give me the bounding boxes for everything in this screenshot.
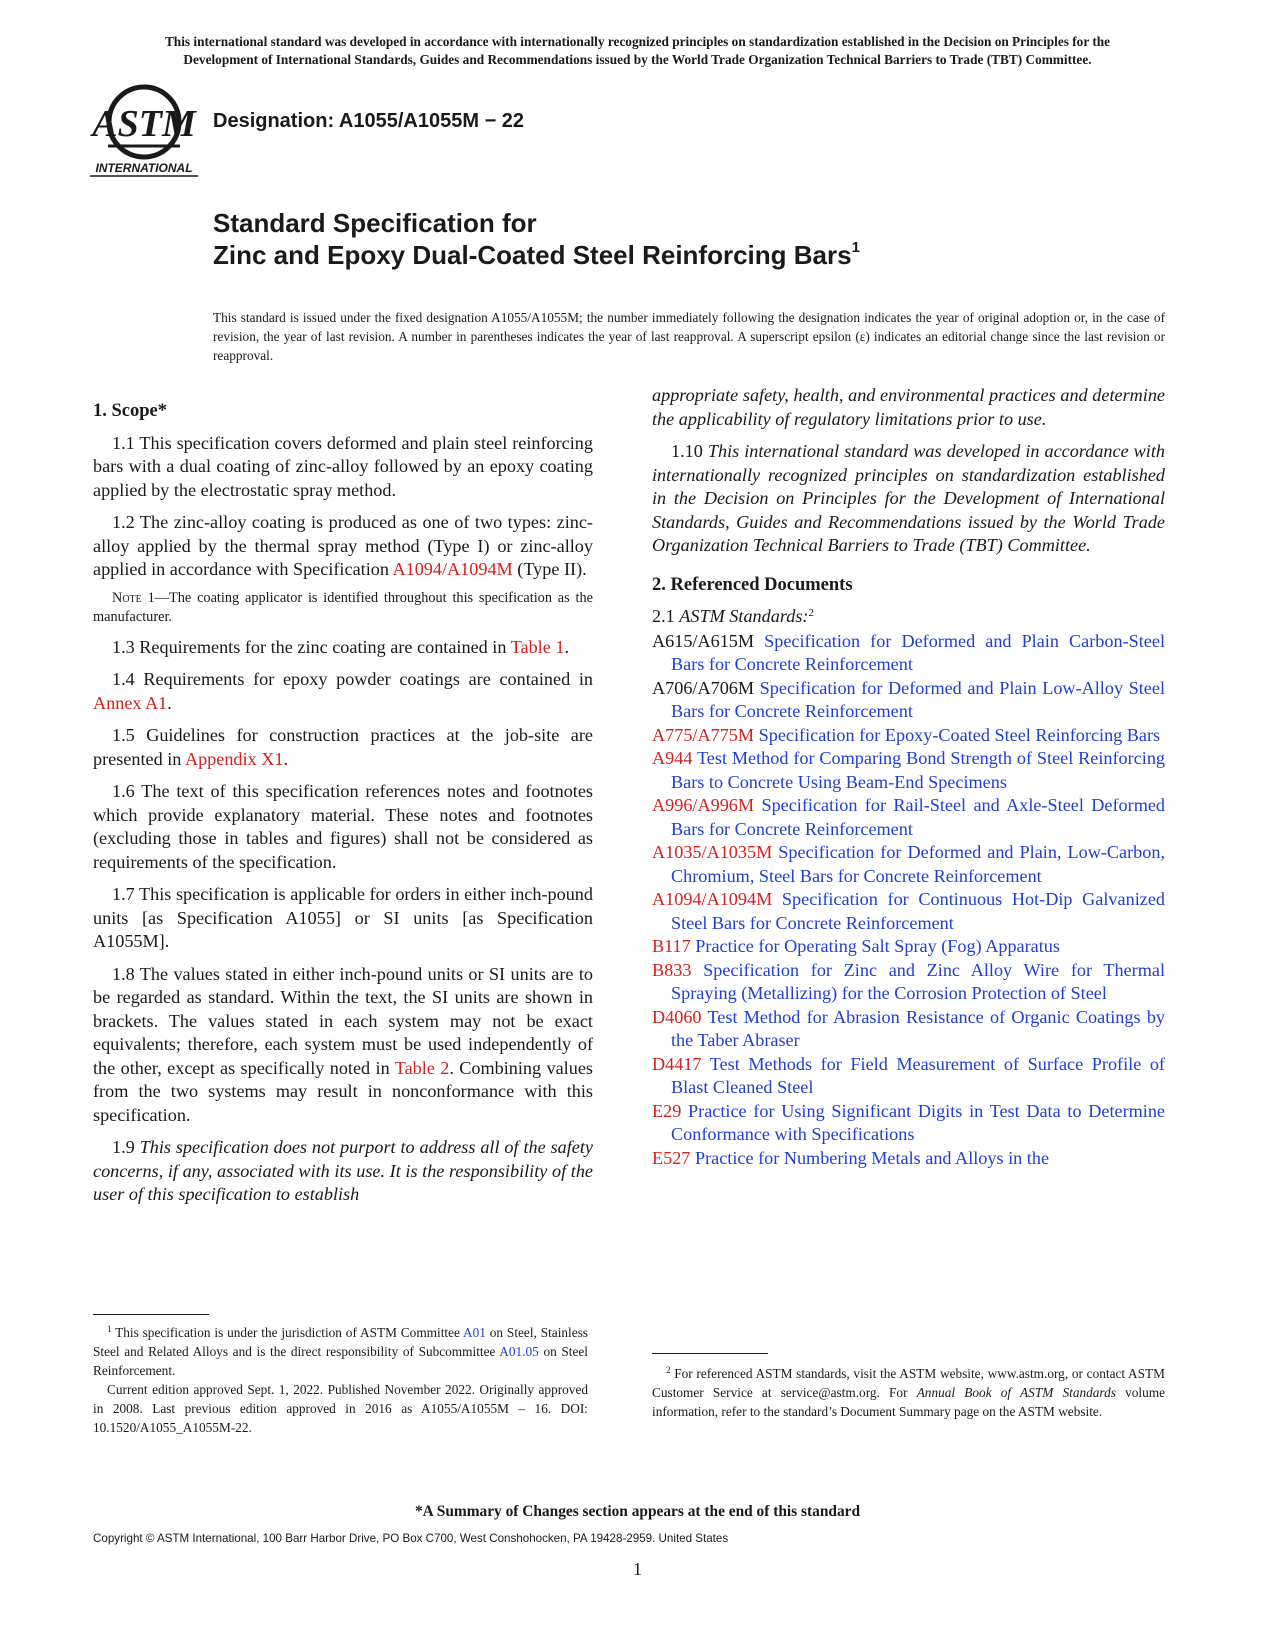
- reference-item: [652, 1100, 1165, 1147]
- referenced-documents-heading: 2. Referenced Documents: [652, 574, 853, 595]
- paragraph-1-9-continued: [652, 384, 1165, 431]
- reference-item: [652, 959, 1165, 1006]
- paragraph-1-2: 1.2 The zinc-alloy coating is produced as one of two types: zinc-alloy applied by the thermal spray method (Type I) or zinc-alloy applied in accordance with Specification A1094/A1094M (Type II).: [93, 512, 593, 579]
- astm-logo: [88, 84, 200, 180]
- title-footnote-mark[interactable]: 1: [851, 239, 860, 256]
- astm-logo-icon: [88, 84, 200, 180]
- right-column-content: [652, 384, 1165, 1170]
- reference-code[interactable]: B833: [652, 959, 692, 980]
- reference-item: [652, 1147, 1165, 1171]
- reference-code[interactable]: E29: [652, 1100, 682, 1121]
- reference-code[interactable]: D4417: [652, 1053, 702, 1074]
- reference-title-link[interactable]: Practice for Using Significant Digits in Test Data to Determine Conformance with Specifications: [671, 1100, 1165, 1144]
- page-number: 1: [633, 1559, 642, 1579]
- footnote-divider-right: [652, 1353, 768, 1354]
- scope-heading: 1. Scope*: [93, 401, 167, 421]
- reference-item: [652, 841, 1165, 888]
- reference-code[interactable]: B117: [652, 936, 691, 956]
- note-text: —The coating applicator is identified throughout this specification as the manufacturer.: [93, 589, 593, 625]
- paragraph-1-5: 1.5 Guidelines for construction practices at the job-site are presented in Appendix X1.: [93, 725, 593, 769]
- link-subcommittee-a01-05[interactable]: A01.05: [499, 1344, 539, 1359]
- reference-code[interactable]: E527: [652, 1147, 691, 1168]
- footnote-1: [93, 1323, 588, 1437]
- paragraph-1-7: 1.7 This specification is applicable for orders in either inch-pound units [as Specification A1055] or SI units [as Specification A1055M].: [93, 884, 593, 951]
- reference-item: [652, 1006, 1165, 1053]
- international-standard-notice: [70, 33, 1205, 69]
- paragraph-1-3: 1.3 Requirements for the zinc coating are contained in Table 1.: [112, 636, 569, 657]
- left-column: [93, 400, 593, 1216]
- reference-title-link[interactable]: Specification for Zinc and Zinc Alloy Wire for Thermal Spraying (Metallizing) for the Corrosion Protection of Steel: [671, 959, 1165, 1003]
- reference-item: [652, 677, 1165, 724]
- reference-title-link[interactable]: Practice for Operating Salt Spray (Fog) Apparatus: [695, 936, 1060, 956]
- paragraph-1-8: 1.8 The values stated in either inch-pound units or SI units are to be regarded as standard. Within the text, the SI units are shown in brackets. The values stated in each system may not be exact equivalents; therefore, each system must be used independently of the other, except as specifically noted in Table 2. Combining values from the two systems may result in nonconformance with this specification.: [93, 963, 593, 1125]
- issuance-statement: This standard is issued under the fixed designation A1055/A1055M; the number immediately following the designation indicates the year of original adoption or, in the case of revision, the year of last revision. A number in parentheses indicates the year of last reapproval. A superscript epsilon (ε) indicates an editorial change since the last revision or reapproval.: [213, 310, 1165, 363]
- astm-standards-subheading: 2.1 ASTM Standards:$^2$: [652, 606, 814, 626]
- svg-text:ASTM: ASTM: [92, 103, 196, 145]
- link-appendix-x1[interactable]: Appendix X1: [184, 748, 284, 769]
- title-line-2-text: Zinc and Epoxy Dual-Coated Steel Reinforcing Bars: [213, 240, 852, 270]
- reference-code[interactable]: A1094/A1094M: [652, 889, 773, 909]
- reference-title-link[interactable]: Practice for Numbering Metals and Alloys in the: [694, 1147, 1050, 1168]
- footnote-2-para: $^2$ For referenced ASTM standards, visit the ASTM website, www.astm.org, or contact ASTM Customer Service at service@astm.org. For Annual Book of ASTM Standards volume information, refer to the standard’s Document Summary page on the ASTM website.: [652, 1365, 1165, 1419]
- note-label: Note 1: [112, 589, 155, 606]
- reference-item: [652, 888, 1165, 935]
- title-line-1: Standard Specification for: [213, 208, 537, 238]
- reference-title-link[interactable]: Test Methods for Field Measurement of Surface Profile of Blast Cleaned Steel: [671, 1053, 1165, 1097]
- reference-title-link[interactable]: Specification for Epoxy-Coated Steel Reinforcing Bars: [758, 724, 1161, 745]
- reference-code[interactable]: A1035/A1035M: [652, 842, 773, 862]
- reference-code[interactable]: A996/A996M: [652, 795, 755, 815]
- note-1: [93, 589, 593, 627]
- reference-item: [652, 1053, 1165, 1100]
- reference-code: A706/A706M: [652, 677, 755, 698]
- reference-title-link[interactable]: Specification for Continuous Hot-Dip Galvanized Steel Bars for Concrete Reinforcement: [671, 889, 1165, 933]
- designation: Designation: A1055/A1055M − 22: [213, 110, 525, 132]
- paragraph-1-10: 1.10 This international standard was developed in accordance with internationally recognized principles on standardization established in the Decision on Principles for the Development of International Standards, Guides and Recommendations issued by the World Trade Organization Technical Barriers to Trade (TBT) Committee.: [652, 441, 1166, 555]
- reference-title-link[interactable]: Test Method for Comparing Bond Strength of Steel Reinforcing Bars to Concrete Using Beam-End Specimens: [671, 748, 1166, 792]
- reference-item: [652, 724, 1165, 748]
- link-committee-a01[interactable]: A01: [463, 1325, 486, 1340]
- logo-wordmark: INTERNATIONAL: [95, 161, 193, 175]
- document-title: [213, 207, 860, 271]
- reference-item: [652, 747, 1165, 794]
- paragraph-1-9: 1.9 This specification does not purport to address all of the safety concerns, if any, associated with its use. It is the responsibility of the user of this specification to establish: [93, 1137, 593, 1204]
- reference-code[interactable]: D4060: [652, 1006, 702, 1027]
- link-table-1[interactable]: Table 1: [510, 636, 565, 657]
- reference-title-link[interactable]: Specification for Rail-Steel and Axle-Steel Deformed Bars for Concrete Reinforcement: [671, 795, 1166, 839]
- reference-list: [652, 630, 1165, 1171]
- reference-title-link[interactable]: Specification for Deformed and Plain Low-Alloy Steel Bars for Concrete Reinforcement: [671, 677, 1165, 721]
- copyright-line: Copyright © ASTM International, 100 Barr Harbor Drive, PO Box C700, West Conshohocken, PA 19428-2959. United States: [93, 1532, 729, 1545]
- link-annex-a1[interactable]: Annex A1: [93, 692, 168, 713]
- reference-code[interactable]: A944: [652, 748, 693, 768]
- reference-title-link[interactable]: Test Method for Abrasion Resistance of Organic Coatings by the Taber Abraser: [671, 1006, 1166, 1050]
- link-a1094[interactable]: A1094/A1094M: [392, 559, 513, 579]
- reference-item: [652, 630, 1165, 677]
- notice-line-2: Development of International Standards, Guides and Recommendations issued by the World Trade Organization Technical Barriers to Trade (TBT) Committee.: [183, 52, 1092, 67]
- reference-title-link[interactable]: Specification for Deformed and Plain, Low-Carbon, Chromium, Steel Bars for Concrete Reinforcement: [671, 842, 1165, 886]
- paragraph-1-9-tail: appropriate safety, health, and environmental practices and determine the applicability of regulatory limitations prior to use.: [652, 385, 1165, 429]
- footnote-2: [652, 1364, 1165, 1421]
- reference-title-link[interactable]: Specification for Deformed and Plain Carbon-Steel Bars for Concrete Reinforcement: [671, 630, 1165, 674]
- notice-line-1: This international standard was developed in accordance with internationally recognized principles on standardization established in the Decision on Principles for the: [164, 34, 1111, 49]
- summary-of-changes-note: *A Summary of Changes section appears at the end of this standard: [414, 1503, 861, 1520]
- footnote-1-para-2: Current edition approved Sept. 1, 2022. Published November 2022. Originally approved in 2008. Last previous edition approved in 2016 as A1055/A1055M – 16. DOI: 10.1520/A1055_A1055M-22.: [93, 1382, 588, 1435]
- link-table-2[interactable]: Table 2: [394, 1057, 450, 1078]
- paragraph-1-4: 1.4 Requirements for epoxy powder coatings are contained in Annex A1.: [93, 669, 593, 713]
- reference-item: [652, 935, 1165, 959]
- footnote-divider-left: [93, 1314, 209, 1315]
- title-line-2: [213, 239, 860, 271]
- paragraph-1-6: 1.6 The text of this specification references notes and footnotes which provide explanatory material. These notes and footnotes (excluding those in tables and figures) shall not be considered as requirements of the specification.: [93, 781, 593, 872]
- paragraph-1-1: 1.1 This specification covers deformed and plain steel reinforcing bars with a dual coating of zinc-alloy followed by an epoxy coating applied by the electrostatic spray method.: [93, 432, 593, 500]
- footnote-1-para-1: $^1$ This specification is under the jurisdiction of ASTM Committee A01 on Steel, Stainless Steel and Related Alloys and is the direct responsibility of Subcommittee A01.05 on Steel Reinforcement.: [93, 1324, 588, 1378]
- reference-code[interactable]: A775/A775M: [652, 724, 755, 745]
- reference-item: [652, 794, 1165, 841]
- reference-code: A615/A615M: [652, 630, 755, 651]
